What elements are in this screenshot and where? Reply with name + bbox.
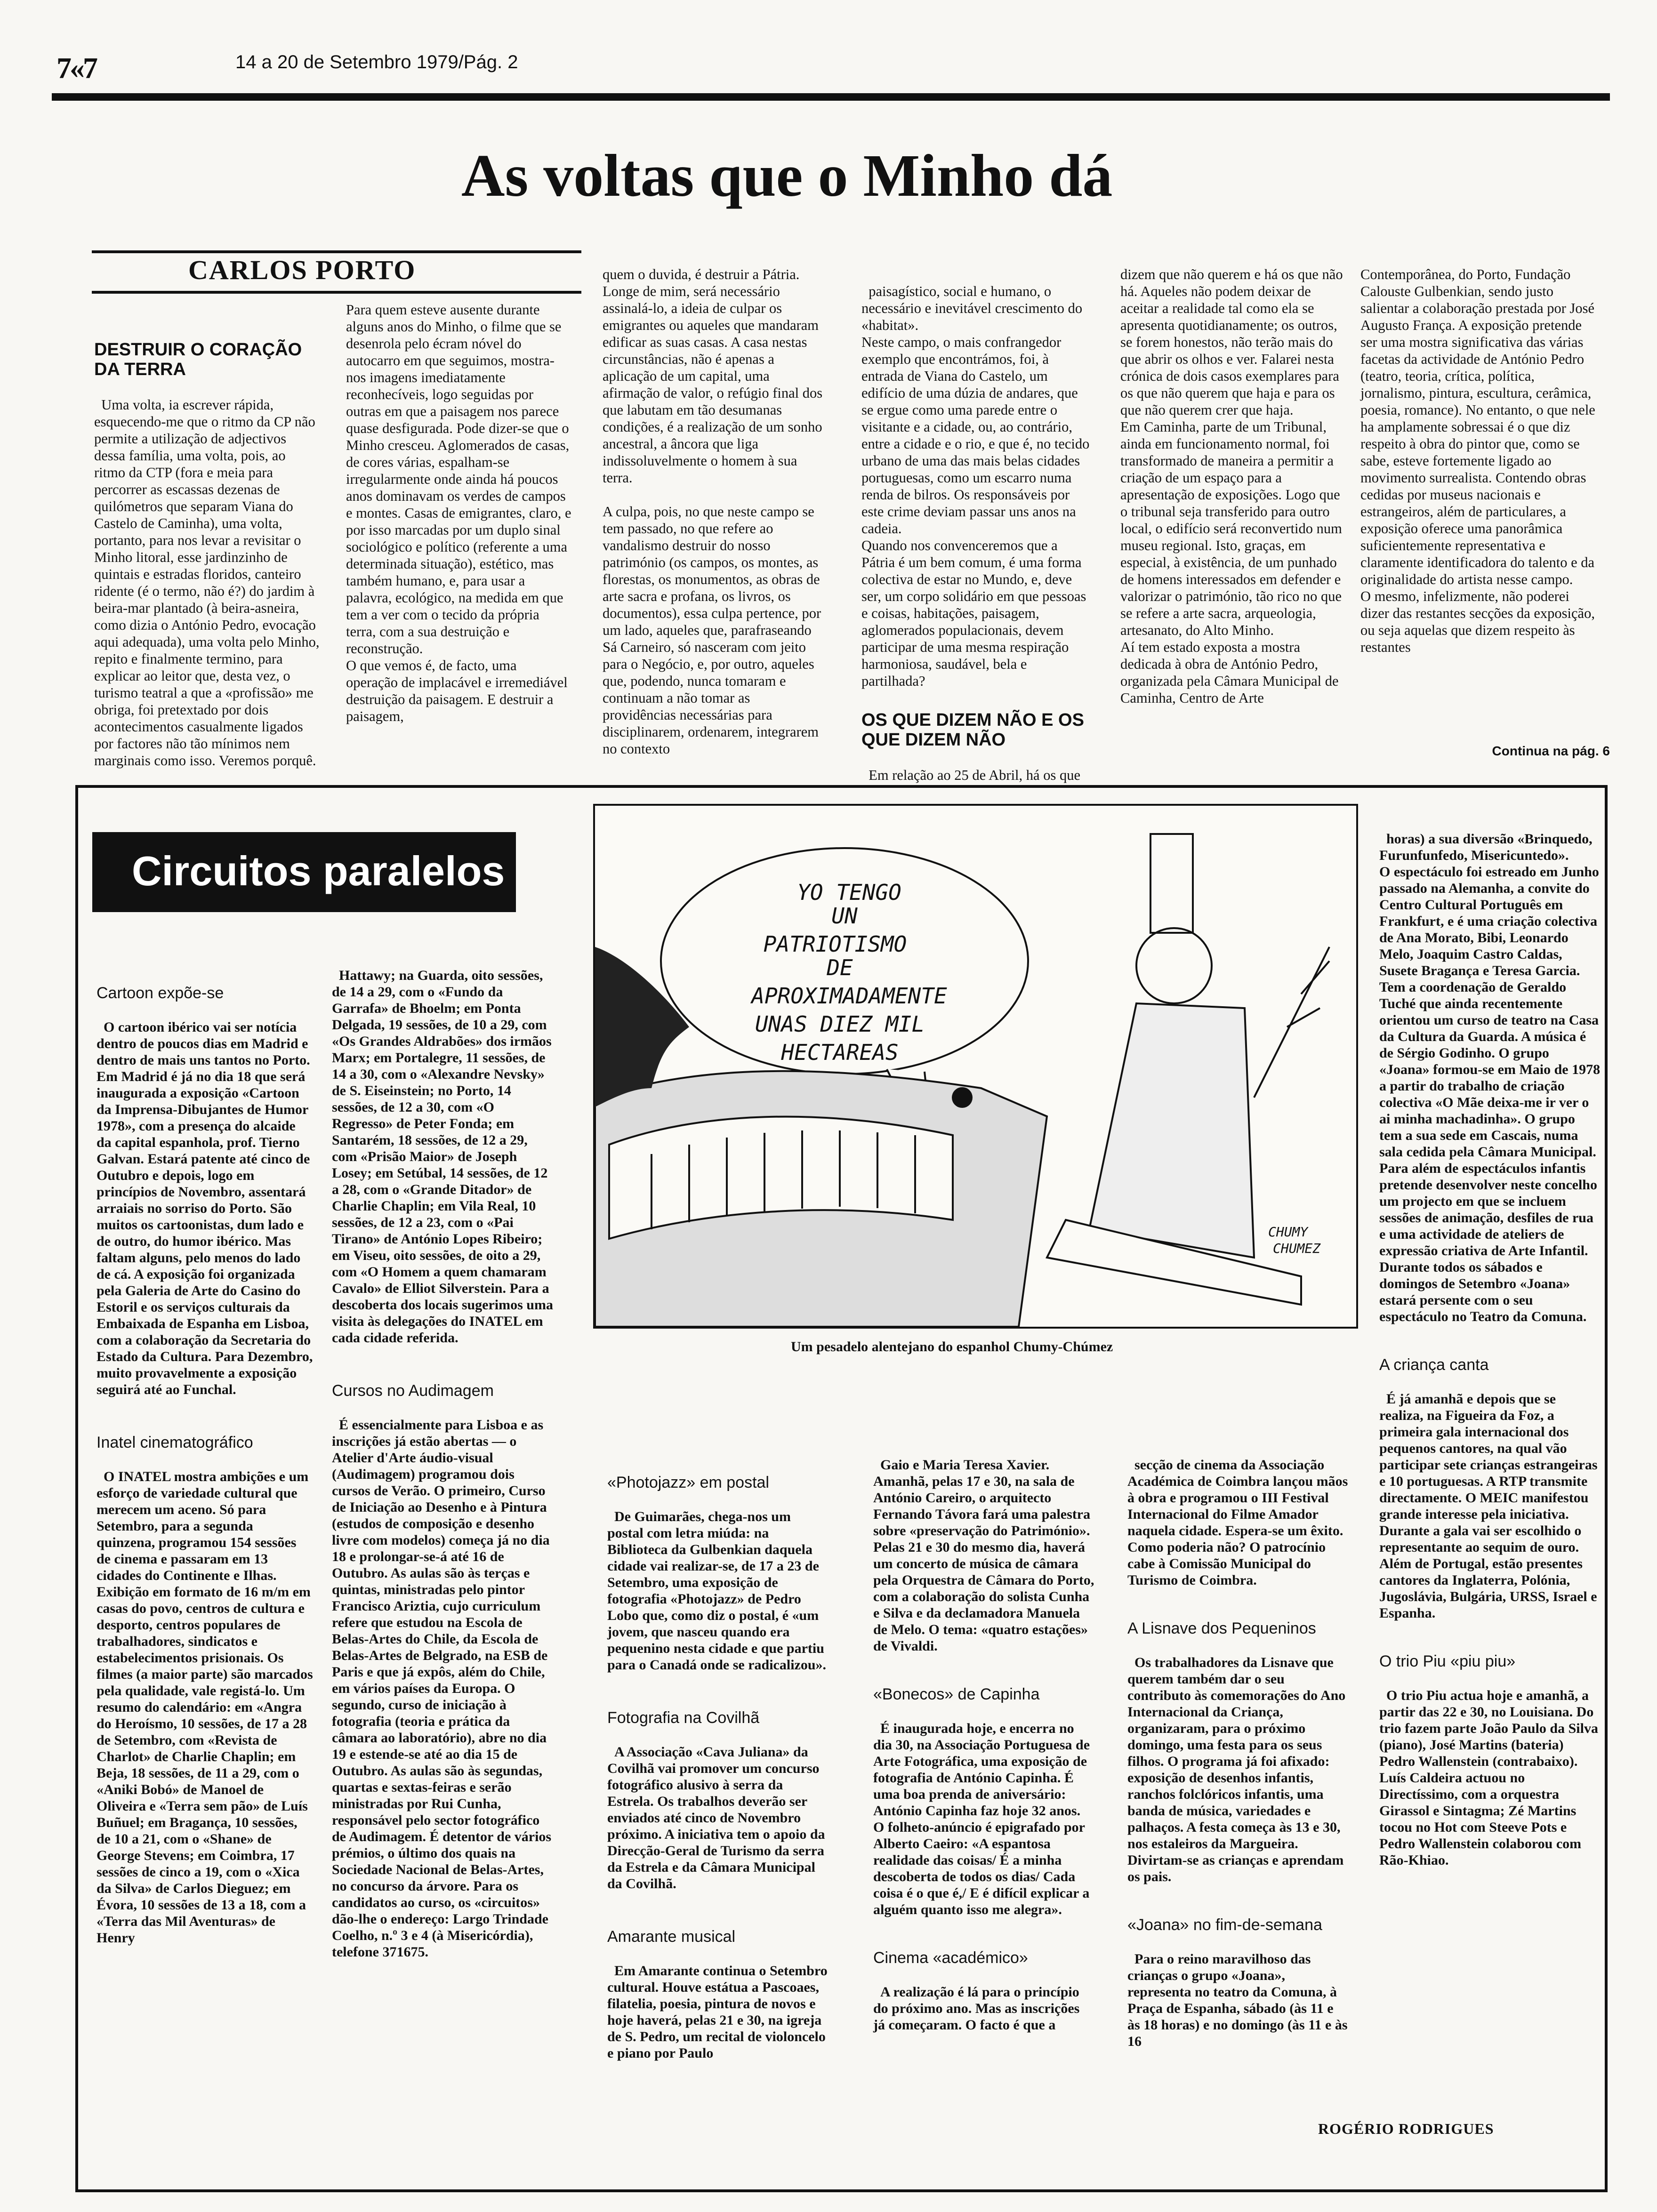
section-head-covilha: Fotografia na Covilhã	[607, 1709, 760, 1727]
section-text-trio-piu: O trio Piu actua hoje e amanhã, a partir das 22 e 30, no Louisiana. Do trio fazem parte João Paulo da Silva (piano), José Martins (bateria) Pedro Wallenstein (contrabaixo). Luís Caldeira actuou no Directíssimo, com a orquestra Girassol e Sintagma; Zé Martins tocou no Hot com Steeve Pots e Pedro Wallenstein colaborou com Rão-Khiao.	[1379, 1688, 1602, 1868]
article-column-1	[94, 306, 323, 777]
box-column-3	[607, 1440, 831, 2174]
section-text-amarante: Em Amarante continua o Setembro cultural. Houve estátua a Pascoaes, filatelia, poesia, pintura de novos e hoje haverá, pelas 21 e 30, na igreja de S. Pedro, um recital de violoncelo e piano por Paulo	[607, 1963, 831, 2061]
speech-line-7: HECTAREAS	[781, 1040, 899, 1065]
plant-branches	[1254, 947, 1329, 1098]
continued-note: Continua na pág. 6	[1492, 744, 1610, 758]
speech-line-3: PATRIOTISMO	[763, 931, 907, 957]
byline-rule-top	[92, 250, 581, 253]
article-subhead-1: DESTRUIR O CORAÇÃO DA TERRA	[94, 340, 307, 379]
newspaper-logo: 7«7	[56, 51, 96, 85]
man-body	[1089, 1003, 1254, 1258]
speech-line-5: APROXIMADAMENTE	[751, 983, 947, 1009]
article-column-4	[861, 266, 1092, 783]
cartoon-signature-line-2: CHUMEZ	[1273, 1241, 1321, 1256]
box-column-5	[1127, 1440, 1349, 2174]
section-head-trio-piu: O trio Piu «piu piu»	[1379, 1652, 1516, 1670]
speech-line-1: YO TENGO	[797, 880, 901, 905]
section-text-audimagem: É essencialmente para Lisboa e as inscrições já estão abertas — o Atelier d'Arte áudio-visual (Audimagem) programou dois cursos de Verão. O primeiro, Curso de Iniciação ao Desenho e à Pintura (estudos de composição e desenho livre com modelos) começa já no dia 18 e prolongar-se-á até 16 de Outubro. As aulas são às terças e quintas, ministradas pelo pintor Francisco Ariztia, cujo curriculum refere que estudou na Escola de Belas-Artes do Chile, da Escola de Belas-Artes de Belgrado, na ESB de Paris e que já expôs, além do Chile, em vários países da Europa. O segundo, curso de iniciação à fotografia (teoria e prática da câmara ao laboratório), abre no dia 19 e estende-se até ao dia 15 de Outubro. As aulas são às segundas, quartas e sextas-feiras e serão ministradas por Rui Cunha, responsável pelo sector fotográfico de Audimagem. É detentor de vários prémios, o último dos quais na Sociedade Nacional de Belas-Artes, no concurso da árvore. Para os candidatos ao curso, os «circuitos» dão-lhe o endereço: Largo Trindade Coelho, n.º 3 e 4 (à Misericórdia), telefone 371675.	[332, 1417, 555, 1960]
section-text-joana: Para o reino maravilhoso das crianças o grupo «Joana», representa no teatro da Comuna, à Praça de Espanha, sábado (às 11 e às 18 horas) e no domingo (às 11 e às 16	[1127, 1951, 1351, 2049]
section-text-crianca: É já amanhã e depois que se realiza, na Figueira da Foz, a primeira gala internacional dos pequenos cantores, na qual vão participar sete crianças estrangeiras e 10 portuguesas. A RTP transmite directamente. O MEIC manifestou grande interesse pela iniciativa. Durante a gala vai ser escolhido o representante ao sequim de ouro. Além de Portugal, estão presentes cantores da Inglaterra, Polónia, Jugoslávia, Bulgária, URSS, Israel e Espanha.	[1379, 1391, 1601, 1621]
dateline: 14 a 20 de Setembro 1979/Pág. 2	[235, 52, 518, 72]
article-text-4: paisagístico, social e humano, o necessário e inevitável crescimento do «habitat». Neste campo, o mais confrangedor exemplo que encontrámos, foi, à entrada de Viana do Castelo, um edifício de uma dúzia de andares, que se ergue como uma parede entre o visitante e a cidade, ou, ao contrário, entre a cidade e o rio, e que é, no tecido urbano de uma das mais belas cidades portuguesas, como um escarro numa renda de bilros. Os responsáveis por este crime deviam passar uns anos na cadeia. Quando nos convenceremos que a Pátria é um bem comum, é uma forma colectiva de estar no Mundo, e, deve ser, um corpo solidário em que pessoas e coisas, habitações, paisagem, aglomerados populacionais, devem participar de uma mesma respiração harmoniosa, saudável, bela e partilhada?	[861, 283, 1090, 689]
article-column-5: dizem que não querem e há os que não há. Aqueles não podem deixar de aceitar a realidade tal como ela se apresenta quotidianamente; os outros, se forem honestos, não terão mais do que abrir os olhos e ver. Falarei nesta crónica de dois casos exemplares para os que não querem que haja e para os que não querem crer que haja. Em Caminha, parte de um Tribunal, ainda em funcionamento normal, foi transformado de maneira a permitir a criação de um espaço para a apresentação de exposições. Logo que o tribunal seja transferido para outro local, o edifício será reconvertido num museu regional. Isto, graças, em especial, à existência, de um punhado de homens interessados em defender e valorizar o património, tão rico no que se refere a arte sacra, arqueologia, artesanato, do Alto Minho. Aí tem estado exposta a mostra dedicada à obra de António Pedro, organizada pela Câmara Municipal de Caminha, Centro de Arte	[1120, 266, 1343, 706]
article-headline: As voltas que o Minho dá	[461, 142, 1113, 209]
section-signature: ROGÉRIO RODRIGUES	[1318, 2120, 1494, 2137]
section-text-capinha: É inaugurada hoje, e encerra no dia 30, na Associação Portuguesa de Arte Fotográfica, uma exposição de fotografia de António Capinha. É uma boa prenda de aniversário: António Capinha faz hoje 32 anos. O folheto-anúncio é epigrafado por Alberto Caeiro: «A espantosa realidade das coisas/ É a minha descoberta de todos os dias/ Cada coisa é o que é,/ E é difícil explicar a alguém quanto isso me alegra».	[873, 1721, 1093, 1917]
section-text-photojazz: De Guimarães, chega-nos um postal com letra miúda: na Biblioteca da Gulbenkian daquela cidade vai realizar-se, de 17 a 23 de Setembro, uma exposição de fotografia «Photojazz» de Pedro Lobo que, como diz o postal, é «um jovem, que nasceu quando era pequenino nesta cidade e que partiu para o Canadá onde se radicalizou».	[607, 1509, 828, 1673]
article-column-3: quem o duvida, é destruir a Pátria. Longe de mim, será necessário assinalá-lo, a ideia de culpar os emigrantes ou aqueles que mandaram edificar as suas casas. A casa nestas circunstâncias, não é apenas a aplicação de um capital, uma afirmação de valor, o refúgio final dos que labutam em tão desumanas condições, é a realização de um sonho ancestral, a âncora que liga indissoluvelmente o homem à sua terra. A culpa, pois, no que neste campo se tem passado, no que refere ao vandalismo destruir do nosso património (os campos, os montes, as florestas, os monumentos, as obras de arte sacra e profana, os livros, os documentos), essa culpa pertence, por um lado, aqueles que, parafraseando Sá Carneiro, só nasceram com jeito para o Negócio, e, por outro, aqueles que, podendo, nunca tomaram e continuam a não tomar as providências necessárias para disciplinarem, ordenarem, integrarem no contexto	[603, 266, 823, 757]
cartoon-signature-line-1: CHUMY	[1268, 1224, 1308, 1240]
sun-icon	[952, 1087, 973, 1108]
cartoon-frame	[593, 804, 1358, 1329]
section-head-inatel: Inatel cinematográfico	[97, 1434, 253, 1451]
section-text-amarante-cont: Gaio e Maria Teresa Xavier. Amanhã, pelas 17 e 30, na sala de António Careiro, o arquitecto Fernando Távora fará uma palestra sobre «preservação do Património». Pelas 21 e 30 do mesmo dia, haverá um concerto de música de câmara pela Orquestra de Câmara do Porto, com a colaboração do solista Cunha e Silva e da declamadora Manuela de Melo. O tema: «quatro estações» de Vivaldi.	[873, 1457, 1098, 1654]
article-column-2: Para quem esteve ausente durante alguns anos do Minho, o filme que se desenrola pelo écram nóvel do autocarro em que seguimos, mostra-nos imagens imediatamente reconhecíveis, logo seguidas por outras em que a paisagem nos parece quase desfigurada. Pode dizer-se que o Minho cresceu. Aglomerados de casas, de cores várias, espalham-se irregularmente onde ainda há poucos anos dominavam os verdes de campos e montes. Casas de emigrantes, claro, e por isso marcadas por um duplo sinal sociológico e político (referente a uma determinada situação), estético, mas também humano, e, para usar a palavra, ecológico, na medida em que tem a ver com o tecido da própria terra, com a sua destruição e reconstrução. O que vemos é, de facto, uma operação de implacável e irremediável destruição da paisagem. E destruir a paisagem,	[346, 302, 571, 724]
box-column-2	[332, 951, 557, 2174]
section-head-cinema: Cinema «académico»	[873, 1949, 1028, 1967]
section-head-amarante: Amarante musical	[607, 1928, 736, 1946]
byline-rule-bottom	[92, 291, 581, 294]
section-text-inatel-cont: Hattawy; na Guarda, oito sessões, de 14 a 29, com o «Fundo da Garrafa» de Bhoelm; em Ponta Delgada, 19 sessões, de 10 a 29, com «Os Grandes Aldrabões» dos irmãos Marx; em Portalegre, 11 sessões, de 14 a 30, com o «Alexandre Nevsky» de S. Eiseinstein; no Porto, 14 sessões, de 12 a 30, com «O Regresso» de Peter Fonda; em Santarém, 18 sessões, de 12 a 29, com «Prisão Maior» de Joseph Losey; em Setúbal, 14 sessões, de 12 a 28, com o «Grande Ditador» de Charlie Chaplin; em Vila Real, 10 sessões, de 12 a 23, com o «Pai Tirano» de António Lopes Ribeiro; em Viseu, oito sessões, de oito a 29, com «O Homem a quem chamaram Cavalo» de Elliot Silverstein. Para a descoberta dos locais sugerimos uma visita às delegações do INATEL em cada cidade referida.	[332, 968, 557, 1346]
section-text-cartoon: O cartoon ibérico vai ser notícia dentro de poucos dias em Madrid e dentro de mais uns tantos no Porto. Em Madrid é já no dia 18 que será inaugurada a exposição «Cartoon da Imprensa-Dibujantes de Humor 1978», com a presença do alcaide da capital espanhola, prof. Tierno Galvan. Estará patente até cinco de Outubro e depois, logo em princípios de Novembro, assentará arraiais no sorriso do Porto. São muitos os cartoonistas, dum lado e de outro, do humor ibérico. Mas faltam alguns, pelo menos do lado de cá. A exposição foi organizada pela Galeria de Arte do Casino do Estoril e os serviços culturais da Embaixada de Espanha em Lisboa, com a colaboração da Secretaria do Estado da Cultura. Para Dezembro, muito provavelmente a exposição seguirá até ao Funchal.	[97, 1019, 316, 1397]
section-text-joana-cont: horas) a sua diversão «Brinquedo, Furunfunfedo, Misericuntedo». O espectáculo foi estreado em Junho passado na Alemanha, a convite do Centro Cultural Português em Frankfurt, e é uma criação colectiva de Ana Morato, Bibi, Leonardo Melo, Joaquim Castro Caldas, Susete Bragança e Teresa Garcia. Tem a coordenação de Geraldo Tuché que ainda recentemente orientou um curso de teatro na Casa da Cultura da Guarda. A música é de Sérgio Godinho. O grupo «Joana» formou-se em Maio de 1978 a partir do trabalho de criação colectiva «O Mãe deixa-me ir ver o ai minha machadinha». O grupo tem a sua sede em Cascais, numa sala cedida pela Câmara Municipal. Para além de espectáculos infantis pretende desenvolver neste concelho um projecto em que se incluem sessões de animação, desfiles de rua e uma actividade de ateliers de expressão criativa de Arte Infantil. Durante todos os sábados e domingos de Setembro «Joana» estará persente com o seu espectáculo no Teatro da Comuna.	[1379, 831, 1601, 1324]
section-head-capinha: «Bonecos» de Capinha	[873, 1685, 1040, 1703]
chef-hat	[1150, 834, 1193, 933]
section-head-photojazz: «Photojazz» em postal	[607, 1474, 769, 1491]
cartoon-illustration	[595, 806, 1356, 1327]
section-head-lisnave: A Lisnave dos Pequeninos	[1127, 1619, 1316, 1637]
section-text-lisnave: Os trabalhadores da Lisnave que querem também dar o seu contributo às comemorações do Ano Internacional da Criança, organizaram, para o próximo domingo, uma festa para os seus filhos. O programa já foi afixado: exposição de desenhos infantis, ranchos folclóricos infantis, uma banda de música, variedades e palhaços. A festa começa às 13 e 30, nos estaleiros da Margueira. Divirtam-se as crianças e aprendam os pais.	[1127, 1655, 1349, 1884]
box-column-6	[1379, 814, 1601, 2108]
box-column-4	[873, 1440, 1098, 2174]
article-subhead-2: OS QUE DIZEM NÃO E OS QUE DIZEM NÃO	[861, 710, 1089, 750]
section-head-joana: «Joana» no fim-de-semana	[1127, 1916, 1322, 1934]
section-head-cartoon: Cartoon expõe-se	[97, 984, 224, 1002]
top-rule	[52, 93, 1610, 101]
speech-line-2: UN	[831, 903, 858, 929]
section-head-crianca: A criança canta	[1379, 1356, 1489, 1374]
article-text-1: Uma volta, ia escrever rápida, esquecendo-me que o ritmo da CP não permite a utilização de adjectivos dessa família, uma volta, pois, ao ritmo da CTP (fora e meia para percorrer as escassas dezenas de quilómetros que separam Viana do Castelo de Caminha), uma volta, portanto, para nos levar a revisitar o Minho litoral, esse jardinzinho de quintais e estradas floridos, canteiro ridente (é o termo, não é?) do jardim à beira-mar plantado (à beira-asneira, como dizia o António Pedro, evocação aqui adequada), uma volta pelo Minho, repito e finalmente termino, para explicar ao leitor que, desta vez, o turismo teatral a que a «profissão» me obriga, foi pretextado por dois acontecimentos casualmente ligados por factores não tão mínimos nem marginais como isso. Veremos porquê.	[94, 397, 323, 769]
article-text-4b: Em relação ao 25 de Abril, há os que	[869, 767, 1080, 783]
speech-line-6: UNAS DIEZ MIL	[755, 1011, 925, 1037]
man-head	[1136, 928, 1212, 1003]
cartoon-caption: Um pesadelo alentejano do espanhol Chumy-Chúmez	[791, 1339, 1113, 1354]
section-text-cinema-cont: secção de cinema da Associação Académica de Coimbra lançou mãos à obra e programou o III Festival Internacional do Filme Amador naquela cidade. Espera-se um êxito. Como poderia não? O patrocínio cabe à Comissão Municipal do Turismo de Coimbra.	[1127, 1457, 1351, 1588]
article-byline: CARLOS PORTO	[188, 255, 416, 285]
circuitos-title: Circuitos paralelos	[132, 848, 505, 894]
section-head-audimagem: Cursos no Audimagem	[332, 1382, 494, 1400]
section-text-inatel: O INATEL mostra ambições e um esforço de variedade cultural que merecem um aceno. Só para Setembro, para a segunda quinzena, programou 154 sessões de cinema e passaram em 13 cidades do Continente e Ilhas. Exibição em formato de 16 m/m em casas do povo, centros de cultura e desporto, centros populares de trabalhadores, sindicatos e estabelecimentos prisionais. Os filmes (a maior parte) são marcados pela qualidade, vale registá-lo. Um resumo do calendário: em «Angra do Heroísmo, 10 sessões, de 17 a 28 de Setembro, com «Revista de Charlot» de Charlie Chaplin; em Beja, 18 sessões, de 11 a 29, com o «Aniki Bobó» de Manoel de Oliveira e «Terra sem pão» de Luís Buñuel; em Bragança, 10 sessões, de 10 a 21, com o «Shane» de George Stevens; em Coimbra, 17 sessões de cinco a 19, com o «Xica da Silva» de Carlos Dieguez; em Évora, 10 sessões de 13 a 18, com a «Terra das Mil Aventuras» de Henry	[97, 1469, 317, 1946]
article-column-6: Contemporânea, do Porto, Fundação Calouste Gulbenkian, sendo justo salientar a colaboração prestada por José Augusto França. A exposição pretende ser uma mostra significativa das várias facetas da actividade de António Pedro (teatro, teoria, crítica, política, jornalismo, pintura, escultura, cerâmica, poesia, romance). No entanto, o que nele ha amplamente sobressai é o que diz respeito à obra do pintor que, como se sabe, esteve fortemente ligado ao movimento surrealista. Contendo obras cedidas por museus nacionais e estrangeiros, além de particulares, a exposição oferece uma panorâmica suficientemente representativa e claramente identificadora do talento e da originalidade do artista nesse campo. O mesmo, infelizmente, não poderei dizer das restantes secções da exposição, ou seja aquelas que dizem respeito às restantes	[1360, 266, 1595, 655]
section-text-cinema: A realização é lá para o princípio do próximo ano. Mas as inscrições já começaram. O facto é que a	[873, 1984, 1083, 2033]
speech-line-4: DE	[827, 955, 853, 980]
section-text-covilha: A Associação «Cava Juliana» da Covilhã vai promover um concurso fotográfico alusivo à serra da Estrela. Os trabalhos deverão ser enviados até cinco de Novembro próximo. A iniciativa tem o apoio da Direcção-Geral de Turismo da serra da Estrela e da Câmara Municipal da Covilhã.	[607, 1744, 829, 1891]
box-column-1	[97, 951, 317, 2174]
